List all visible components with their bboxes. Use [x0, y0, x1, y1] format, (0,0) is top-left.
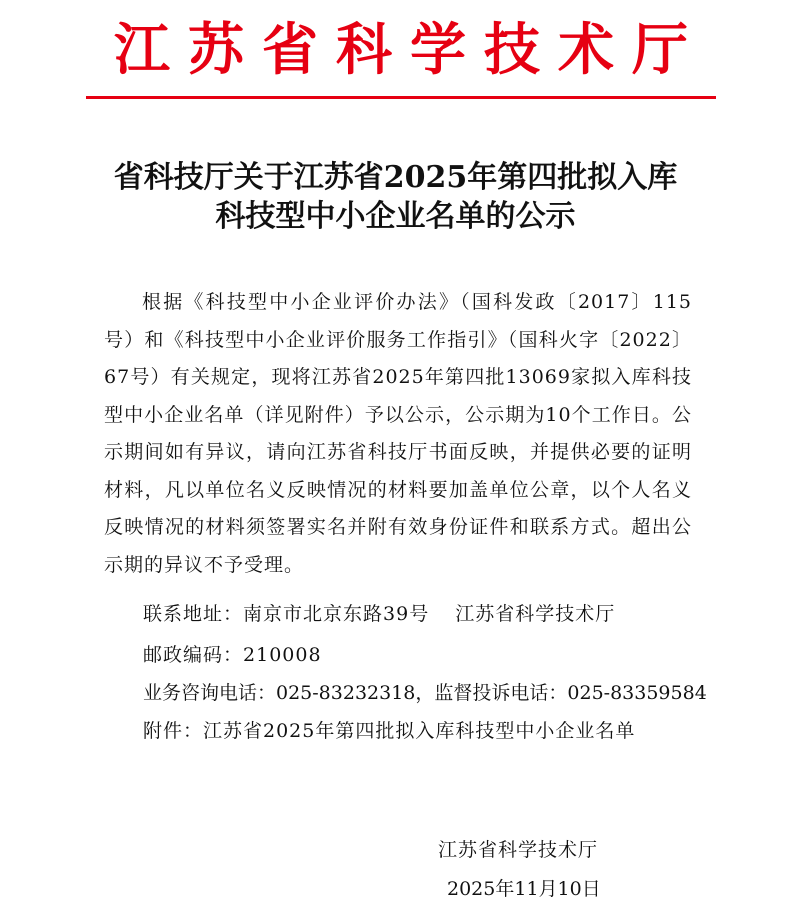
notice-title-line-1: 省科技厅关于江苏省2025年第四批拟入库: [113, 160, 678, 195]
notice-body-paragraph: 根据《科技型中小企业评价办法》（国科发政〔2017〕115号）和《科技型中小企业评价服务工作指引》（国科火字〔2022〕67号）有关规定，现将江苏省2025年第四批13069家拟入库科技型中小企业名单（详见附件）予以公示，公示期为10个工作日。公示期间如有异议，请向江苏省科技厅书面反映，并提供必要的证明材料，凡以单位名义反映情况的材料要加盖单位公章，以个人名义反映情况的材料须签署实名并附有效身份证件和联系方式。超出公示期的异议不予受理。: [104, 291, 692, 576]
contact-org: 江苏省科学技术厅: [455, 603, 616, 625]
letterhead-red-rule: [86, 96, 716, 99]
notice-title-line-2: 科技型中小企业名单的公示: [215, 199, 576, 234]
contact-address-line: [143, 596, 615, 633]
postal-code-label: 邮政编码：: [143, 644, 244, 666]
letterhead-title: 江苏省科学技术厅: [114, 17, 706, 83]
contact-address-label: 联系地址：: [143, 603, 244, 625]
signature-org: 江苏省科学技术厅: [438, 839, 599, 861]
contact-address: 南京市北京东路39号: [243, 603, 430, 625]
attachment-line: 附件：江苏省2025年第四批拟入库科技型中小企业名单: [143, 720, 636, 742]
postal-code: 210008: [243, 644, 322, 666]
signature-date: 2025年11月10日: [447, 878, 601, 900]
postal-code-line: [143, 637, 322, 674]
phone-line: 业务咨询电话：025-83232318，监督投诉电话：025-83359584: [143, 682, 707, 704]
